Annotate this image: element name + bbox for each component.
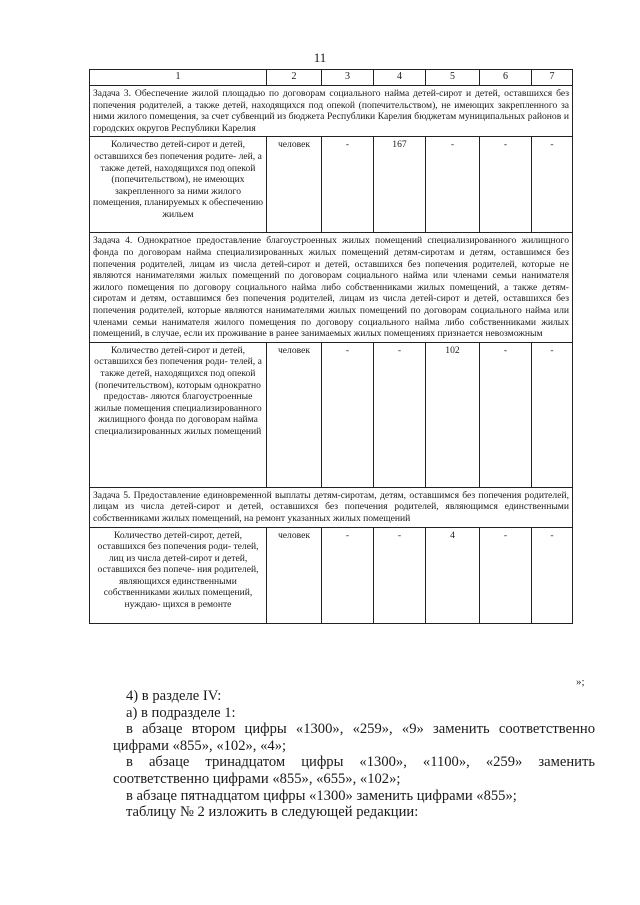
value-cell: - [374,342,426,487]
paragraph: в абзаце втором цифры «1300», «259», «9» заменить соответственно [126,721,595,738]
task-row [90,233,573,342]
value-cell: - [374,527,426,623]
indicator-5-text: Количество детей-сирот, детей, оставшихся без попечения роди- телей, лиц из числа детей-сирот и детей, оставшихся без попече- ния родителей, являющихся единственными собственниками жилых помещений, нуждаю- щихся в ремонте [90,527,267,623]
task-row [90,487,573,527]
paragraph: в абзаце тринадцатом цифры «1300», «1100», «259» заменить [126,754,595,771]
task-3-text: Задача 3. Обеспечение жилой площадью по договорам социального найма детей-сирот и детей, оставшихся без попечения родителей, а также детей, находящихся под опекой (попечительством), не имеющих закрепленного за ними жилого помещения, за счет субвенций из бюджета Республики Карелия бюджетам муниципальных районов и городских округов Республики Карелия [90,86,573,137]
header-cell: 4 [374,70,426,86]
paragraph: а) в подразделе 1: [126,704,236,721]
value-cell: - [532,342,573,487]
indicator-4-text: Количество детей-сирот и детей, оставшихся без попечения роди- телей, а также детей, находящихся под опекой (попечительством), которым однократно предостав- ляются благоустроенные жилые помещения специализированного жилищного фонда по договорам найма специализированных жилых помещений [90,342,267,487]
paragraph: цифрами «855», «102», «4»; [113,737,287,754]
value-cell: - [532,137,573,233]
unit-cell: человек [267,137,322,233]
header-cell: 7 [532,70,573,86]
header-cell: 5 [426,70,480,86]
header-cell: 2 [267,70,322,86]
task-5-text: Задача 5. Предоставление единовременной выплаты детям-сиротам, детям, оставшимся без попечения родителей, лицам из числа детей-сирот и детей, оставшихся без попечения родителей, являющимся единственными собственниками жилых помещений, на ремонт указанных жилых помещений [90,487,573,527]
table-closing-quote: »; [576,676,585,688]
table-row [90,527,573,623]
value-cell: 167 [374,137,426,233]
value-cell: - [322,137,374,233]
header-cell: 6 [480,70,532,86]
value-cell: 4 [426,527,480,623]
paragraph: таблицу № 2 изложить в следующей редакции: [126,804,419,821]
indicator-3-text: Количество детей-сирот и детей, оставшихся без попечения родите- лей, а также детей, находящихся под опекой (попечительством), не имеющих закрепленного за ними жилого помещения, планируемых к обеспечению жильем [90,137,267,233]
value-cell: 102 [426,342,480,487]
value-cell: - [532,527,573,623]
unit-cell: человек [267,527,322,623]
value-cell: - [322,527,374,623]
table-row [90,342,573,487]
paragraph: 4) в разделе IV: [126,688,222,704]
value-cell: - [322,342,374,487]
value-cell: - [480,137,532,233]
value-cell: - [480,527,532,623]
indicators-table [89,69,573,624]
task-row [90,86,573,137]
paragraph: соответственно цифрами «855», «655», «102»; [113,770,401,787]
table-row [90,137,573,233]
header-cell: 1 [90,70,267,86]
page-number: 11 [313,50,327,65]
task-4-text: Задача 4. Однократное предоставление благоустроенных жилых помещений специализированного жилищного фонда по договорам найма специализированных жилых помещений детям-сиротам и детям, оставшимся без попечения родителей, лицам из числа детей-сирот и детей, оставшихся без попечения родителей, которые не являются нанимателями жилых помещений по договорам социального найма или членами семьи нанимателя жилого помещения по договору социального найма либо собственниками жилых помещений, а также детям-сиротам и детям, оставшимся без попечения родителей, лицам из числа детей-сирот и детей, оставшихся без попечения родителей, которые являются нанимателями жилых помещений по договорам социального найма или членами семьи нанимателя жилого помещения по договору социального найма либо собственниками жилых помещений, в случае, если их проживание в ранее занимаемых жилых помещениях признается невозможным [90,233,573,342]
value-cell: - [426,137,480,233]
table-header-row [90,70,573,86]
unit-cell: человек [267,342,322,487]
value-cell: - [480,342,532,487]
header-cell: 3 [322,70,374,86]
paragraph: в абзаце пятнадцатом цифры «1300» заменить цифрами «855»; [126,787,517,804]
amendment-text [113,688,595,821]
